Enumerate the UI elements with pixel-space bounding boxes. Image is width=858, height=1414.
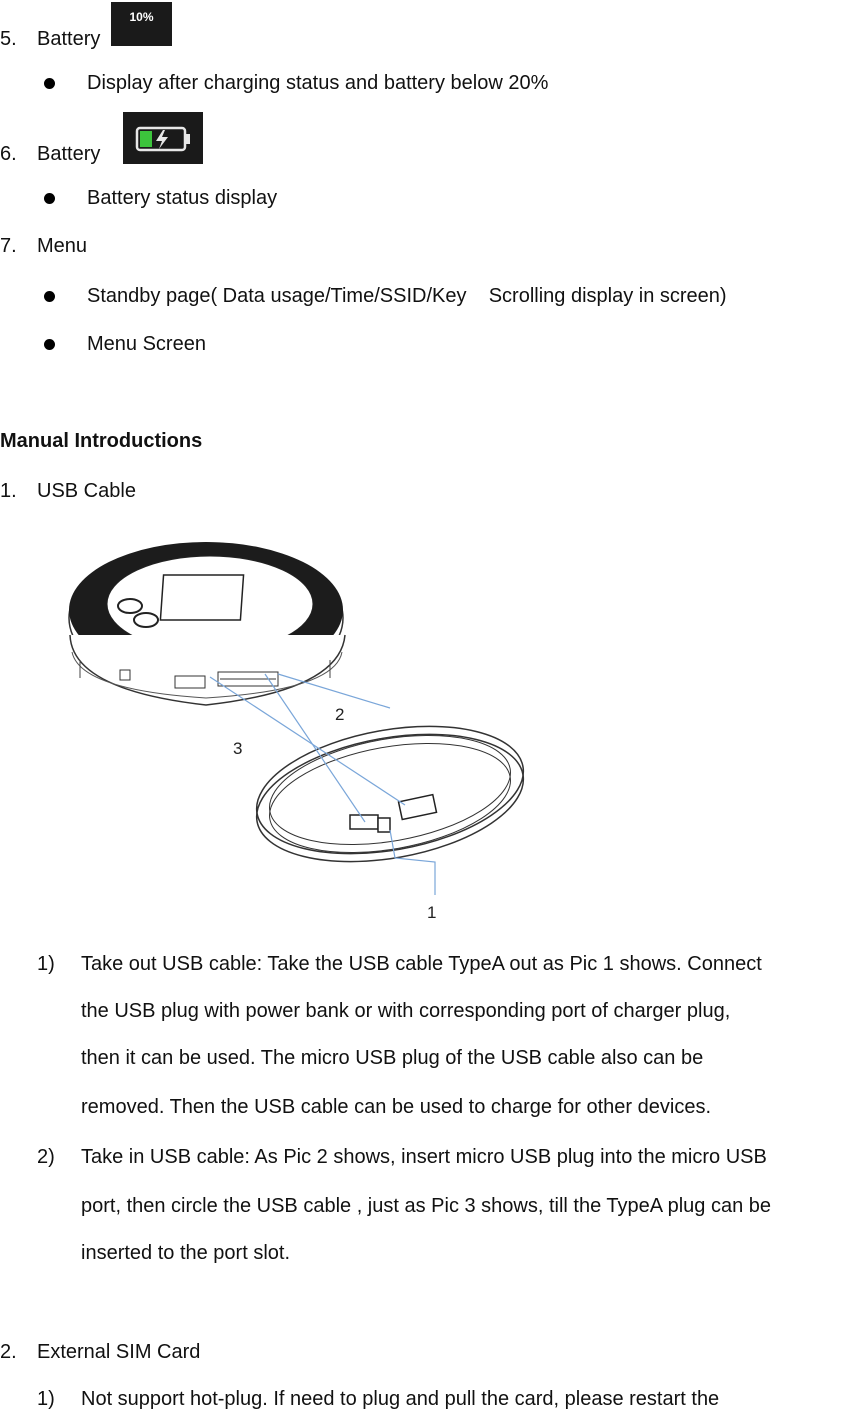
bullet-text: Standby page( Data usage/Time/SSID/Key Scrolling display in screen) bbox=[87, 285, 727, 307]
step-number: 1) bbox=[37, 1388, 55, 1410]
battery-percent-text: 10% bbox=[129, 10, 154, 24]
bullet-dot bbox=[44, 339, 55, 350]
step-number: 2) bbox=[37, 1146, 55, 1168]
list-number: 6. bbox=[0, 143, 17, 165]
bullet-text: Menu Screen bbox=[87, 333, 206, 355]
step-line: Take in USB cable: As Pic 2 shows, insert micro USB plug into the micro USB bbox=[81, 1146, 767, 1168]
bullet-text: Battery status display bbox=[87, 187, 278, 209]
list-number: 5. bbox=[0, 28, 17, 50]
step-line: port, then circle the USB cable , just as Pic 3 shows, till the TypeA plug can be bbox=[81, 1195, 771, 1217]
battery-item-label: Battery bbox=[37, 143, 101, 165]
usb-cable-figure bbox=[60, 540, 560, 930]
bullet-dot bbox=[44, 291, 55, 302]
step-line: the USB plug with power bank or with corresponding port of charger plug, bbox=[81, 1000, 731, 1022]
callout-3: 3 bbox=[233, 739, 243, 758]
callout-2: 2 bbox=[335, 705, 345, 724]
sim-card-label: External SIM Card bbox=[37, 1341, 201, 1363]
step-line: Not support hot-plug. If need to plug and pull the card, please restart the bbox=[81, 1388, 720, 1410]
list-number: 1. bbox=[0, 480, 17, 502]
list-number: 2. bbox=[0, 1341, 17, 1363]
bullet-dot bbox=[44, 193, 55, 204]
step-line: Take out USB cable: Take the USB cable TypeA out as Pic 1 shows. Connect bbox=[81, 953, 762, 975]
step-number: 1) bbox=[37, 953, 55, 975]
callout-1: 1 bbox=[427, 903, 437, 922]
list-number: 7. bbox=[0, 235, 17, 257]
step-line: removed. Then the USB cable can be used to charge for other devices. bbox=[81, 1096, 711, 1118]
section-heading: Manual Introductions bbox=[0, 430, 203, 452]
bullet-dot bbox=[44, 78, 55, 89]
step-line: inserted to the port slot. bbox=[81, 1242, 291, 1264]
battery-item-label: Battery bbox=[37, 28, 101, 50]
menu-item-label: Menu bbox=[37, 235, 88, 257]
battery-10-percent-icon bbox=[111, 2, 172, 46]
battery-charging-icon bbox=[123, 112, 203, 164]
usb-cable-label: USB Cable bbox=[37, 480, 136, 502]
bullet-text: Display after charging status and battery below 20% bbox=[87, 72, 549, 94]
step-line: then it can be used. The micro USB plug of the USB cable also can be bbox=[81, 1047, 704, 1069]
